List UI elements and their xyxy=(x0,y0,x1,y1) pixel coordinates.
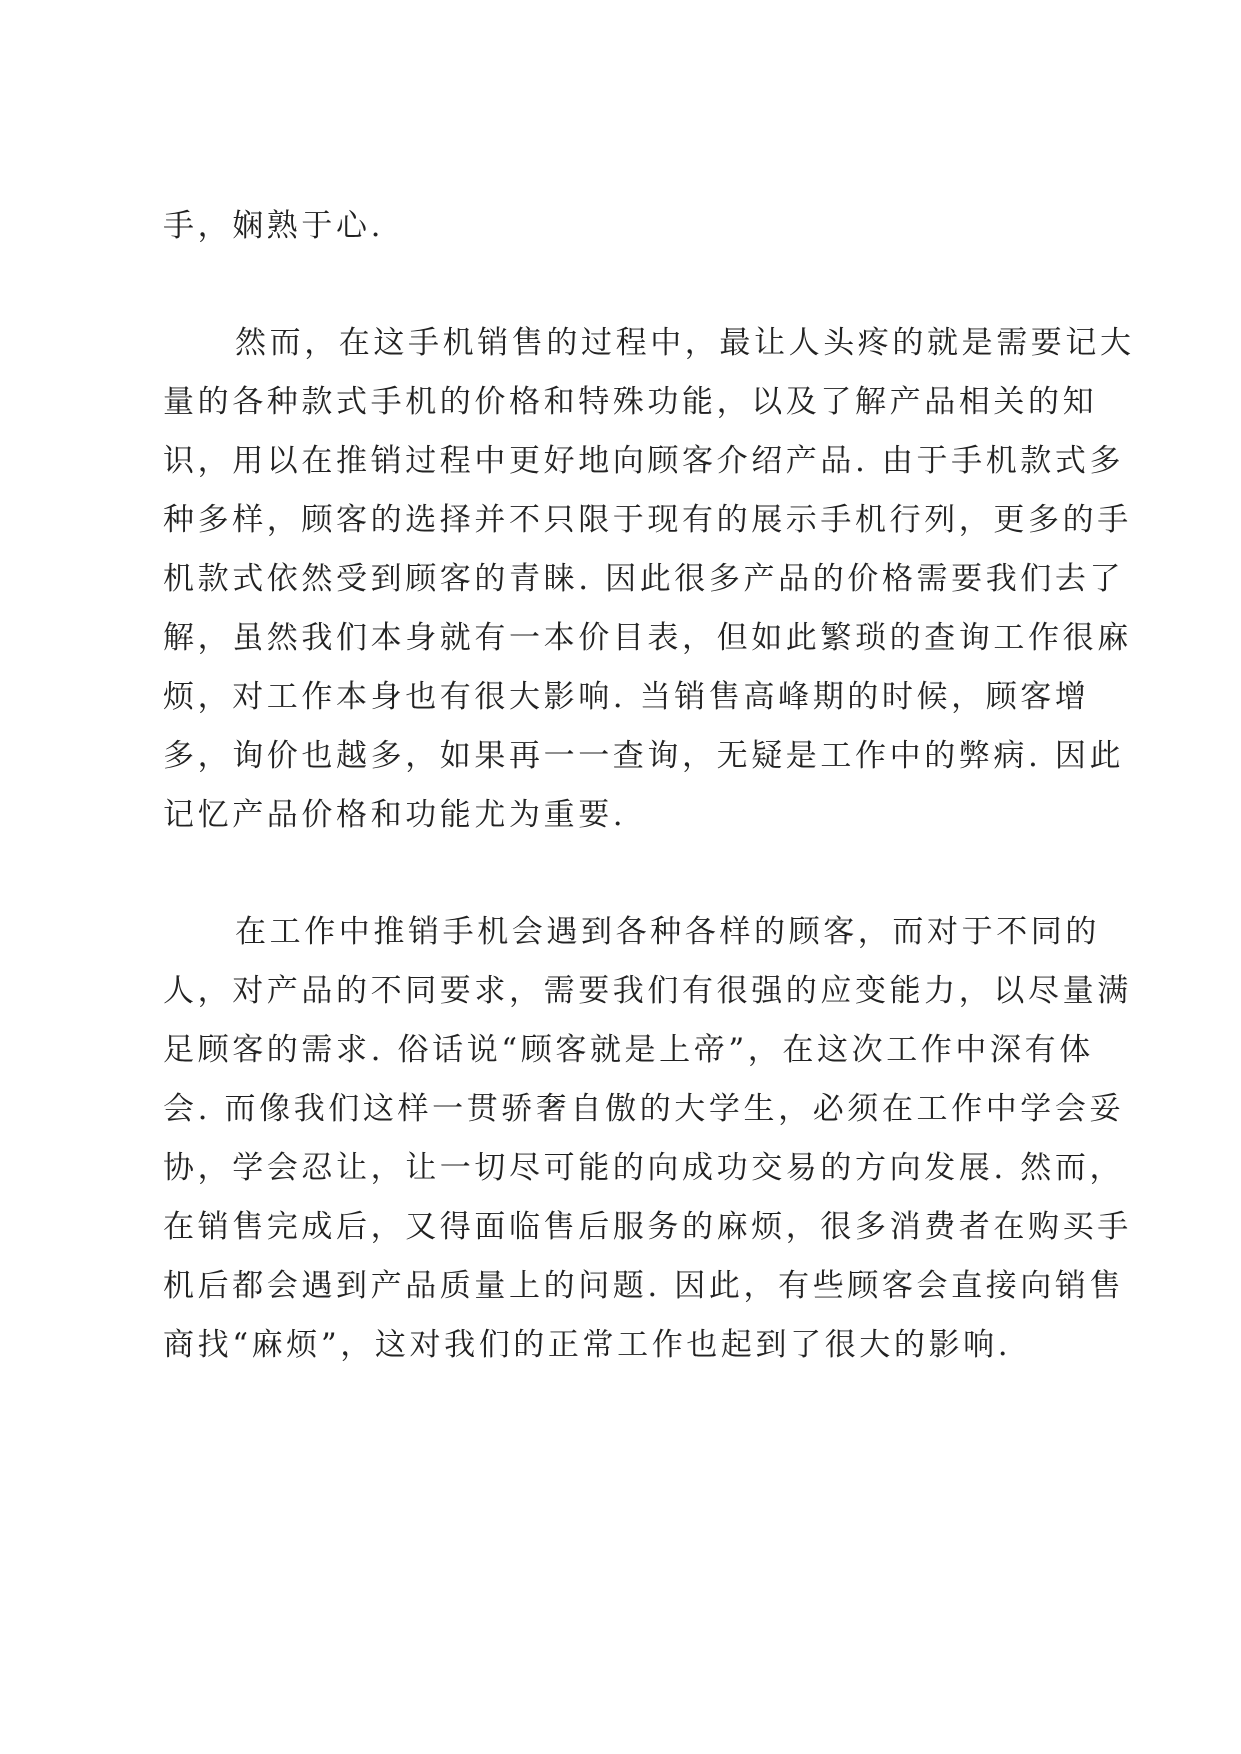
paragraph-2-line: 然而，在这手机销售的过程中，最让人头疼的就是需要记大 xyxy=(235,325,1135,361)
paragraph-3-line: 机后都会遇到产品质量上的问题. 因此，有些顾客会直接向销售 xyxy=(163,1268,1125,1304)
paragraph-3-line: 人，对产品的不同要求，需要我们有很强的应变能力，以尽量满 xyxy=(163,973,1132,1009)
paragraph-3-line: 足顾客的需求. 俗话说“顾客就是上帝”，在这次工作中深有体 xyxy=(163,1032,1094,1068)
paragraph-2-line: 识，用以在推销过程中更好地向顾客介绍产品. 由于手机款式多 xyxy=(163,443,1125,479)
paragraph-3-line: 在销售完成后，又得面临售后服务的麻烦，很多消费者在购买手 xyxy=(163,1209,1132,1245)
paragraph-2-line: 解，虽然我们本身就有一本价目表，但如此繁琐的查询工作很麻 xyxy=(163,620,1132,656)
paragraph-2-line: 烦，对工作本身也有很大影响. 当销售高峰期的时候，顾客增 xyxy=(163,679,1090,715)
paragraph-2-line: 种多样，顾客的选择并不只限于现有的展示手机行列，更多的手 xyxy=(163,502,1132,538)
paragraph-fragment-line: 手，娴熟于心. xyxy=(163,208,385,244)
paragraph-3-line: 协，学会忍让，让一切尽可能的向成功交易的方向发展. 然而， xyxy=(163,1150,1125,1186)
paragraph-3-line: 会. 而像我们这样一贯骄奢自傲的大学生，必须在工作中学会妥 xyxy=(163,1091,1125,1127)
paragraph-2-line: 多，询价也越多，如果再一一查询，无疑是工作中的弊病. 因此 xyxy=(163,738,1125,774)
paragraph-2-line: 记忆产品价格和功能尤为重要. xyxy=(163,797,627,833)
paragraph-2-line: 量的各种款式手机的价格和特殊功能，以及了解产品相关的知 xyxy=(163,384,1098,420)
paragraph-3-line: 商找“麻烦”，这对我们的正常工作也起到了很大的影响. xyxy=(163,1327,1012,1363)
paragraph-2-line: 机款式依然受到顾客的青睐. 因此很多产品的价格需要我们去了 xyxy=(163,561,1125,597)
paragraph-3-line: 在工作中推销手机会遇到各种各样的顾客，而对于不同的 xyxy=(235,914,1100,950)
